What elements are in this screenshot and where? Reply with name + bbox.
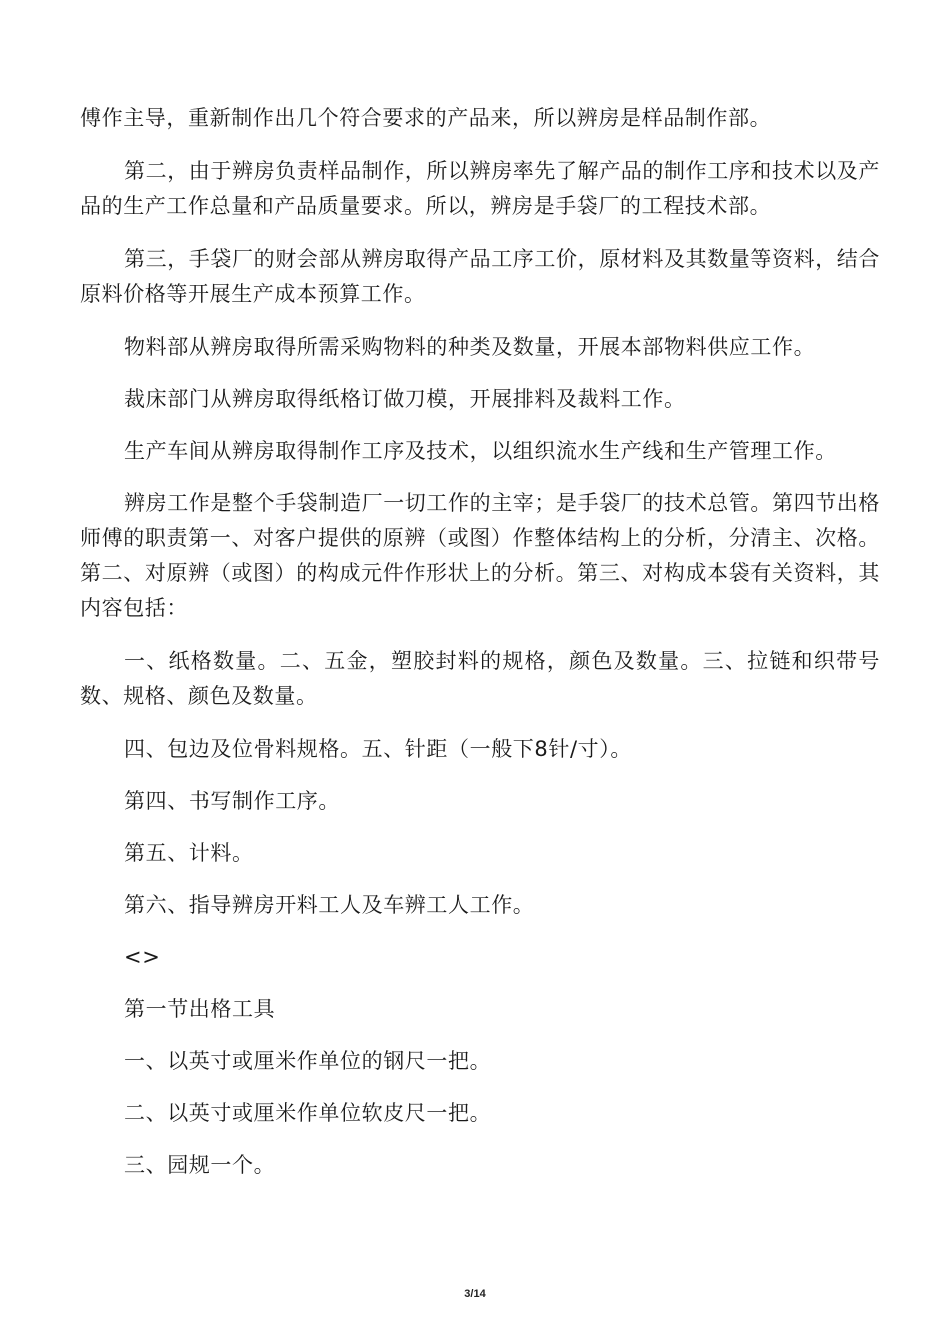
paragraph-6: 生产车间从辨房取得制作工序及技术，以组织流水生产线和生产管理工作。 xyxy=(124,439,837,463)
paragraph-4: 物料部从辨房取得所需采购物料的种类及数量，开展本部物料供应工作。 xyxy=(124,335,816,359)
paragraph-5: 裁床部门从辨房取得纸格订做刀模，开展排料及裁料工作。 xyxy=(124,387,686,411)
paragraph-9: 四、包边及位骨料规格。五、针距（一般下8针/寸）。 xyxy=(124,737,632,761)
paragraph-7: 辨房工作是整个手袋制造厂一切工作的主宰；是手袋厂的技术总管。第四节出格师傅的职责第一、对客户提供的原辨（或图）作整体结构上的分析，分清主、次格。第二、对原辨（或图）的构成元件作形状上的分析。第三、对构成本袋有关资料，其内容包括： xyxy=(80,491,880,620)
paragraph-10: 第四、书写制作工序。 xyxy=(124,789,340,813)
paragraph-17: 三、园规一个。 xyxy=(124,1153,276,1177)
paragraph-8: 一、纸格数量。二、五金，塑胶封料的规格，颜色及数量。三、拉链和织带号数、规格、颜色及数量。 xyxy=(80,649,880,708)
paragraph-16: 二、以英寸或厘米作单位软皮尺一把。 xyxy=(124,1101,492,1125)
paragraph-12: 第六、指导辨房开料工人及车辨工人工作。 xyxy=(124,893,535,917)
page-number: 3/14 xyxy=(464,1288,486,1300)
paragraph-2: 第二，由于辨房负责样品制作，所以辨房率先了解产品的制作工序和技术以及产品的生产工作总量和产品质量要求。所以，辨房是手袋厂的工程技术部。 xyxy=(80,159,880,218)
document-body xyxy=(80,101,880,1200)
paragraph-11: 第五、计料。 xyxy=(124,841,254,865)
paragraph-1: 傅作主导，重新制作出几个符合要求的产品来，所以辨房是样品制作部。 xyxy=(80,106,772,130)
paragraph-15: 一、以英寸或厘米作单位的钢尺一把。 xyxy=(124,1049,492,1073)
section-heading: 第一节出格工具 xyxy=(124,997,276,1021)
paragraph-13: <> xyxy=(124,945,161,969)
paragraph-3: 第三，手袋厂的财会部从辨房取得产品工序工价，原材料及其数量等资料，结合原料价格等开展生产成本预算工作。 xyxy=(80,247,880,306)
